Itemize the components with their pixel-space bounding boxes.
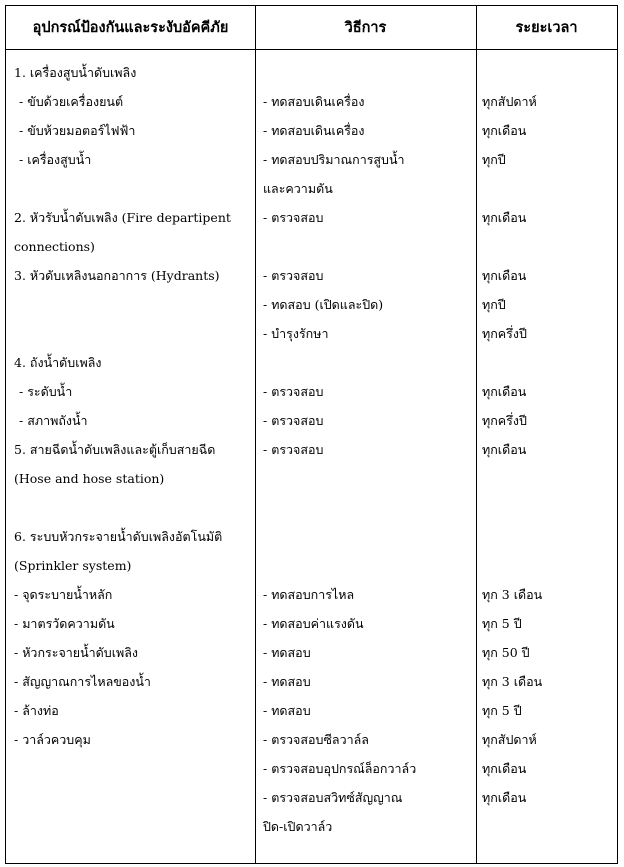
table-cell-method: - ทดสอบค่าแรงดัน <box>263 616 364 631</box>
table-cell-period: ทุก 50 ปี <box>482 645 530 660</box>
table-cell-equipment: - ล้างท่อ <box>14 703 59 718</box>
table-cell-method: และความดัน <box>263 181 333 196</box>
table-cell-period: ทุกเดือน <box>482 123 527 138</box>
header-method: วิธีการ <box>344 19 387 36</box>
table-cell-method: - ทดสอบปริมาณการสูบน้ำ <box>263 152 405 167</box>
table-cell-equipment: - เครื่องสูบน้ำ <box>19 152 92 167</box>
table-cell-method: - ทดสอบ <box>263 645 311 660</box>
table-cell-equipment: 3. หัวดับเหลิงนอกอาการ (Hydrants) <box>14 268 220 283</box>
table-cell-method: - ตรวจสอบ <box>263 384 324 399</box>
table-cell-period: ทุกสัปดาห์ <box>482 732 537 747</box>
table-cell-period: ทุกสัปดาห์ <box>482 94 537 109</box>
table-cell-equipment: 1. เครื่องสูบน้ำดับเพลิง <box>14 65 137 80</box>
table-cell-period: ทุกปี <box>482 152 506 167</box>
table-cell-period: ทุกเดือน <box>482 442 527 457</box>
table-cell-period: ทุก 5 ปี <box>482 703 522 718</box>
table-cell-method: - ตรวจสอบ <box>263 442 324 457</box>
table-cell-equipment: - วาล์วควบคุม <box>14 732 91 747</box>
table-cell-period: ทุกปี <box>482 297 506 312</box>
table-cell-period: ทุกครึ่งปี <box>482 326 527 341</box>
table-cell-equipment: - จุดระบายน้ำหลัก <box>14 587 113 602</box>
maintenance-table <box>5 5 618 864</box>
table-cell-equipment: - ระดับน้ำ <box>19 384 73 399</box>
table-cell-period: ทุก 5 ปี <box>482 616 522 631</box>
column-divider <box>255 6 256 863</box>
table-cell-method: - ทดสอบเดินเครื่อง <box>263 94 365 109</box>
table-cell-method: - ทดสอบ <box>263 674 311 689</box>
table-cell-equipment: - สัญญาณการไหลของน้ำ <box>14 674 151 689</box>
table-cell-method: - ทดสอบ <box>263 703 311 718</box>
table-cell-equipment: - สภาพถังน้ำ <box>19 413 88 428</box>
header-divider <box>6 49 617 50</box>
table-cell-method: - ตรวจสอบอุปกรณ์ล็อกวาล์ว <box>263 761 417 776</box>
table-cell-method: - ตรวจสอบ <box>263 268 324 283</box>
table-cell-method: - ตรวจสอบซีลวาล์ล <box>263 732 369 747</box>
table-cell-equipment: (Hose and hose station) <box>14 471 165 486</box>
table-cell-period: ทุก 3 เดือน <box>482 674 543 689</box>
table-cell-equipment: - ขับห้วยมอตอร์ไฟฟ้า <box>19 123 136 138</box>
table-cell-equipment: 5. สายฉีดน้ำดับเพลิงและตู้เก็บสายฉีด <box>14 442 216 457</box>
table-cell-period: ทุกครึ่งปี <box>482 413 527 428</box>
table-cell-period: ทุกเดือน <box>482 210 527 225</box>
table-cell-equipment: - มาตรวัดความดัน <box>14 616 115 631</box>
table-cell-method: - ทดสอบการไหล <box>263 587 355 602</box>
table-cell-equipment: - หัวกระจายน้ำดับเพลิง <box>14 645 139 660</box>
table-cell-equipment: 6. ระบบหัวกระจายน้ำดับเพลิงอัตโนมัติ <box>14 529 223 544</box>
table-cell-method: - ตรวจสอบ <box>263 413 324 428</box>
table-cell-equipment: connections) <box>14 239 95 254</box>
header-equipment: อุปกรณ์ป้องกันและระงับอัคคีภัย <box>32 19 229 36</box>
table-cell-equipment: 4. ถังน้ำดับเพลิง <box>14 355 102 370</box>
table-cell-method: - ตรวจสอบสวิทซ์สัญญาณ <box>263 790 403 805</box>
table-cell-method: - ทดสอบ (เปิดและปิด) <box>263 297 384 312</box>
table-cell-method: - บำรุงรักษา <box>263 326 329 341</box>
column-divider <box>476 6 477 863</box>
table-cell-period: ทุกเดือน <box>482 268 527 283</box>
table-cell-period: ทุกเดือน <box>482 384 527 399</box>
table-cell-equipment: 2. หัวรับน้ำดับเพลิง (Fire departipent <box>14 210 231 225</box>
table-cell-period: ทุกเดือน <box>482 761 527 776</box>
table-cell-period: ทุก 3 เดือน <box>482 587 543 602</box>
table-cell-method: ปิด-เปิดวาล์ว <box>263 819 333 834</box>
table-cell-period: ทุกเดือน <box>482 790 527 805</box>
table-cell-method: - ทดสอบเดินเครื่อง <box>263 123 365 138</box>
table-cell-method: - ตรวจสอบ <box>263 210 324 225</box>
header-period: ระยะเวลา <box>515 19 578 36</box>
table-cell-equipment: (Sprinkler system) <box>14 558 132 573</box>
table-cell-equipment: - ขับด้วยเครื่องยนต์ <box>19 94 124 109</box>
